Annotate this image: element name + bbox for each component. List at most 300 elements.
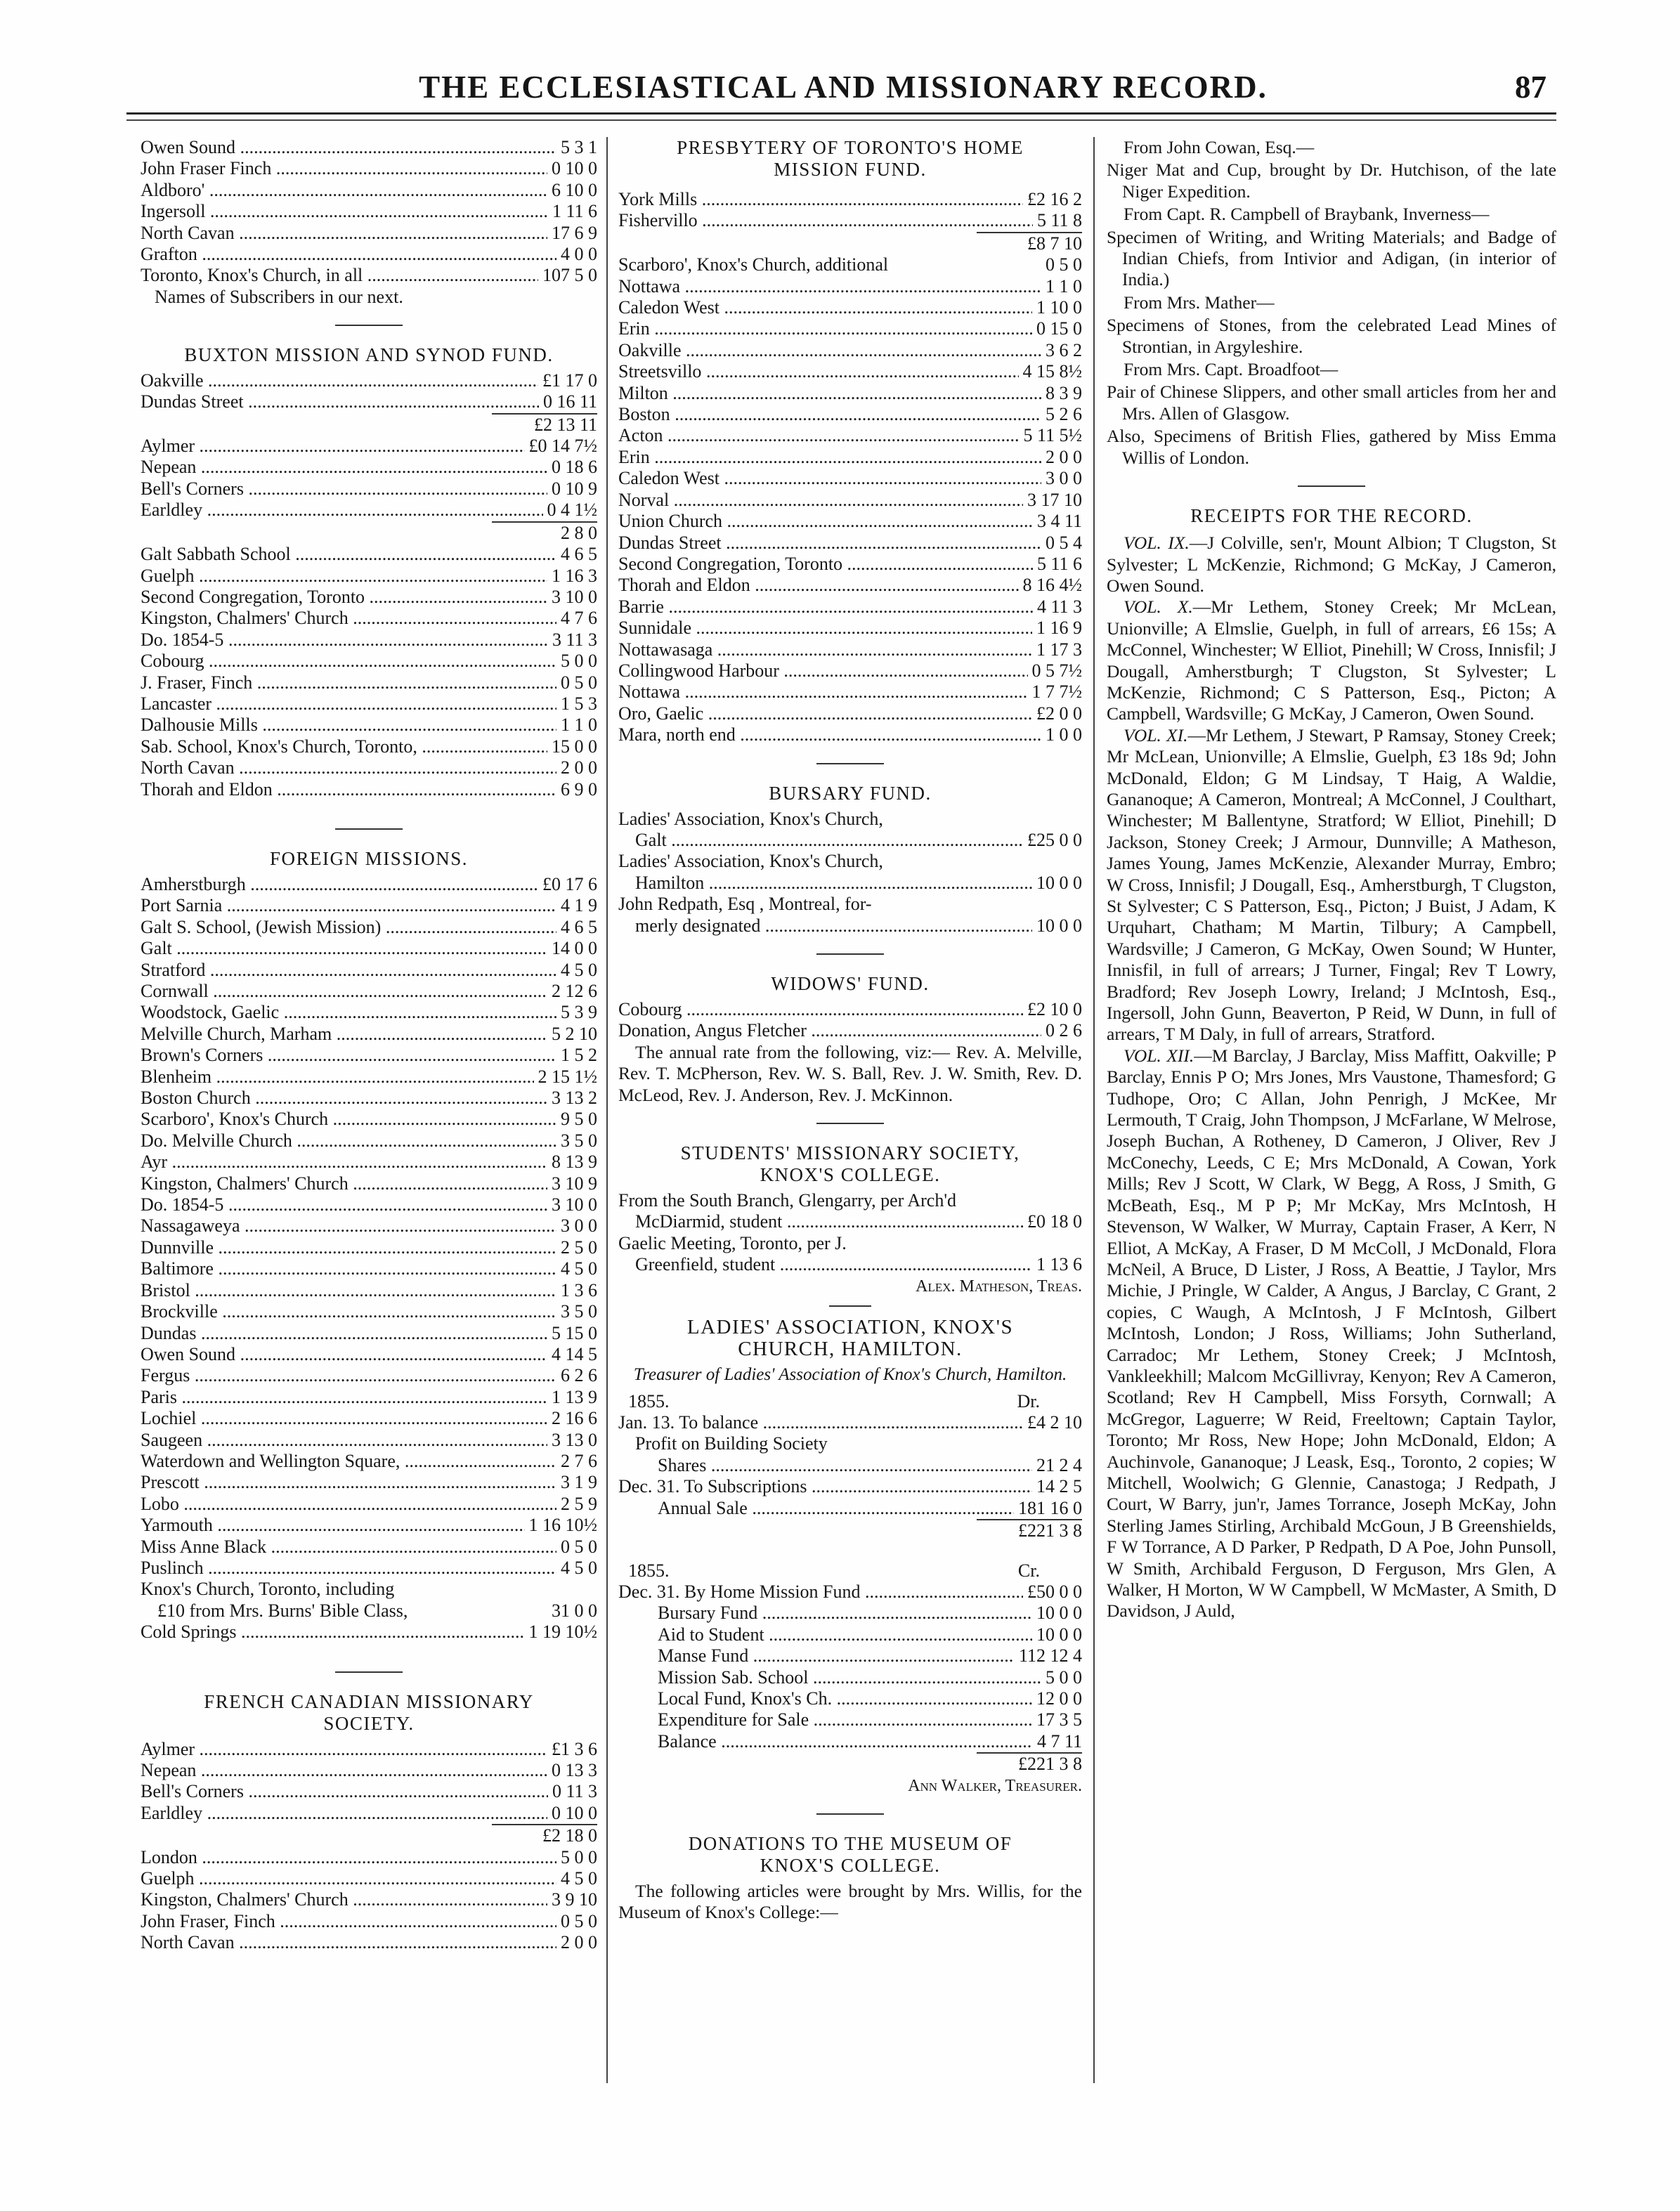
ledger-label: Blenheim ..... <box>141 1067 534 1088</box>
ledger-label: Shares ..... <box>658 1455 1032 1476</box>
ledger-row <box>141 1344 597 1365</box>
ledger-row <box>618 830 1082 851</box>
ledger-row <box>141 1323 597 1344</box>
foreign-missions-heading: FOREIGN MISSIONS. <box>269 847 469 869</box>
ledger-row <box>141 757 597 778</box>
ledger-row <box>141 415 597 436</box>
ledger-row <box>141 1515 597 1536</box>
vol-9-entry: VOL. IX.—J Colville, sen'r, Mount Albion; T Clugston, St Sylvester; L McKenzie, Richmond; G McKay, J Cameron, Owen Sound. <box>1107 533 1556 596</box>
ledger-label: Caledon West ..... <box>618 468 1041 489</box>
ledger-amount: 4 6 5 <box>561 544 597 565</box>
ledger-label: Cobourg ..... <box>141 651 556 672</box>
ledger-label: John Fraser Finch ..... <box>141 158 547 179</box>
ledger-label: Barrie ..... <box>618 596 1033 618</box>
ledger-row <box>141 1194 597 1215</box>
ledger-label: Dundas Street ..... <box>618 533 1041 554</box>
ledger-row <box>618 533 1082 554</box>
ledger-label: Aylmer ..... <box>141 436 525 457</box>
ledger-label: North Cavan ..... <box>141 1932 556 1953</box>
ledger-amount: 0 5 0 <box>561 1536 597 1557</box>
ledger-amount: 107 5 0 <box>542 265 597 286</box>
ledger-label: John Fraser, Finch ..... <box>141 1911 556 1932</box>
ledger-amount: £2 18 0 <box>542 1825 597 1846</box>
ledger-label: Scarboro', Knox's Church, additional <box>618 254 889 275</box>
section-separator <box>816 1123 884 1124</box>
ledger-amount: 10 0 0 <box>1036 872 1082 893</box>
ledger-amount: £1 3 6 <box>552 1738 597 1759</box>
buxton-list <box>141 370 597 800</box>
ledger-row <box>618 1709 1082 1730</box>
students-list <box>618 1190 1082 1276</box>
ledger-row <box>141 478 597 500</box>
cr-list <box>618 1581 1082 1752</box>
ledger-label: Dundas ..... <box>141 1323 547 1344</box>
students-heading: STUDENTS' MISSIONARY SOCIETY, KNOX'S COLLEGE. <box>680 1142 1020 1186</box>
ledger-row <box>618 1190 1082 1211</box>
ledger-label: Fergus ..... <box>141 1365 556 1386</box>
ledger-label: Donation, Angus Fletcher ..... <box>618 1020 1041 1041</box>
ledger-amount: 1 5 2 <box>561 1045 597 1066</box>
ledger-amount: 3 11 3 <box>552 629 597 650</box>
ledger-label: Lochiel ..... <box>141 1408 547 1429</box>
ledger-label: Miss Anne Black ..... <box>141 1537 556 1558</box>
ledger-amount: 0 5 4 <box>1046 532 1082 553</box>
museum-item: From John Cowan, Esq.— <box>1124 137 1315 157</box>
ledger-row <box>141 201 597 222</box>
ledger-row <box>618 361 1082 382</box>
ledger-label <box>618 233 1023 254</box>
ledger-amount: 17 6 9 <box>552 222 597 243</box>
section-separator <box>335 828 403 830</box>
ledger-amount: 4 5 0 <box>561 1868 597 1889</box>
ledger-row <box>141 917 597 938</box>
ledger-amount: 21 2 4 <box>1036 1454 1082 1475</box>
header-rule-thin <box>126 119 1556 121</box>
ledger-row <box>618 724 1082 745</box>
ledger-label: Kingston, Chalmers' Church ..... <box>141 1173 547 1194</box>
ledger-amount: 0 4 1½ <box>547 500 597 521</box>
ledger-row <box>141 938 597 959</box>
section-separator <box>335 1671 403 1673</box>
ledger-row <box>618 383 1082 404</box>
ledger-label: Bristol ..... <box>141 1280 556 1301</box>
ledger-label: Waterdown and Wellington Square, ..... <box>141 1451 556 1472</box>
ledger-row <box>141 391 597 412</box>
ledger-row <box>141 1537 597 1558</box>
ledger-amount <box>593 1579 597 1600</box>
ledger-row <box>141 1430 597 1451</box>
ledger-amount: 3 0 0 <box>1046 468 1082 489</box>
ledger-label: North Cavan ..... <box>141 757 556 778</box>
ledger-amount: 1 16 3 <box>552 565 597 586</box>
vol-10-entry: VOL. X.—Mr Lethem, Stoney Creek; Mr McLean, Unionville; A Elmslie, Guelph, in full of arrears, £6 15s; A McConnel, Winchester; W Elliot, Pinehill; W Cross, Innisfil; J Dougall, Amherstburgh; T Clugston, St Sylvester; L McKenzie, Richmond; C S Patterson, Esq., Picton; A Campbell, Wardsville; G McKay, J Cameron, Owen Sound. <box>1107 596 1556 724</box>
ledger-row <box>141 1024 597 1045</box>
ledger-row <box>618 1412 1082 1433</box>
ledger-label: Oakville ..... <box>141 370 538 391</box>
top-list <box>141 137 597 287</box>
ledger-row <box>618 639 1082 660</box>
ledger-amount: 3 13 0 <box>552 1429 597 1450</box>
ledger-amount: 5 3 9 <box>561 1002 597 1023</box>
ledger-row <box>141 1045 597 1066</box>
ledger-label: Oro, Gaelic ..... <box>618 703 1032 724</box>
ledger-amount: 1 3 6 <box>561 1279 597 1300</box>
column-divider <box>606 137 608 2083</box>
ledger-amount: 6 9 0 <box>561 778 597 800</box>
section-separator <box>816 763 884 764</box>
ledger-amount: 4 7 6 <box>561 608 597 629</box>
ledger-amount: 3 4 11 <box>1036 511 1082 532</box>
ledger-amount: 4 6 5 <box>561 916 597 937</box>
ledger-label: Brown's Corners ..... <box>141 1045 556 1066</box>
ledger-amount: 1 13 9 <box>552 1386 597 1407</box>
ledger-amount: 0 16 11 <box>542 391 597 412</box>
bursary-list <box>618 809 1082 937</box>
ledger-row <box>618 210 1082 231</box>
ledger-label: Milton ..... <box>618 383 1041 404</box>
ledger-amount: 5 11 6 <box>1036 553 1082 574</box>
ledger-label: Galt ..... <box>141 938 547 959</box>
ledger-amount: 17 3 5 <box>1036 1709 1082 1730</box>
students-signature: Alex. Matheson, Treas. <box>916 1277 1082 1296</box>
ledger-amount: 3 5 0 <box>561 1130 597 1151</box>
ledger-row <box>141 874 597 895</box>
ledger-label: Streetsvillo ..... <box>618 361 1019 382</box>
ledger-label: Woodstock, Gaelic ..... <box>141 1002 556 1023</box>
ledger-amount: 5 11 8 <box>1036 210 1082 231</box>
ledger-row <box>141 1803 597 1824</box>
ledger-label: Manse Fund ..... <box>658 1645 1015 1667</box>
ledger-label: Melville Church, Marham ..... <box>141 1024 547 1045</box>
ledger-amount: 2 8 0 <box>561 522 597 543</box>
ledger-row <box>141 370 597 391</box>
ledger-row <box>141 1109 597 1130</box>
ledger-amount: 1 16 10½ <box>528 1515 597 1536</box>
section-separator <box>816 1813 884 1815</box>
ledger-amount: 2 0 0 <box>1046 446 1082 467</box>
ledger-row <box>618 1233 1082 1254</box>
ledger-label: £10 from Mrs. Burns' Bible Class, <box>157 1600 408 1621</box>
ledger-label: Ladies' Association, Knox's Church, <box>618 808 883 829</box>
ledger-row <box>141 1088 597 1109</box>
column-divider <box>1093 137 1095 2083</box>
ledger-row <box>141 608 597 629</box>
ledger-amount: £50 0 0 <box>1027 1581 1082 1602</box>
ledger-label: J. Fraser, Finch ..... <box>141 672 556 693</box>
french-canadian-list <box>141 1739 597 1954</box>
ledger-row <box>618 660 1082 681</box>
ledger-label: Port Sarnia ..... <box>141 895 556 916</box>
ledger-row <box>141 630 597 651</box>
ledger-label: merly designated ..... <box>635 915 1032 937</box>
ledger-row <box>618 318 1082 339</box>
ledger-row <box>141 244 597 265</box>
foreign-missions-list <box>141 874 597 1643</box>
museum-item: From Mrs. Capt. Broadfoot— <box>1124 359 1339 380</box>
museum-heading: DONATIONS TO THE MUSEUM OF KNOX'S COLLEGE. <box>688 1832 1012 1876</box>
ledger-row <box>141 1889 597 1910</box>
ledger-row <box>618 1020 1082 1041</box>
ledger-row <box>618 297 1082 318</box>
ledger-label: Aid to Student ..... <box>658 1624 1032 1645</box>
ledger-row <box>618 490 1082 511</box>
widows-paragraph: The annual rate from the following, viz:— Rev. A. Melville, Rev. T. McPherson, Rev. W. S. Ball, Rev. J. W. Smith, Rev. D. McLeod, Rev. J. Anderson, Rev. J. McKinnon. <box>618 1041 1082 1105</box>
ledger-label: Stratford ..... <box>141 960 556 981</box>
ledger-row <box>141 180 597 201</box>
ledger-label: Balance ..... <box>658 1731 1033 1752</box>
ledger-row <box>141 1494 597 1515</box>
ledger-amount: 6 10 0 <box>552 179 597 200</box>
ledger-amount: 6 2 6 <box>561 1365 597 1386</box>
page-title: THE ECCLESIASTICAL AND MISSIONARY RECORD. <box>419 70 1268 105</box>
ledger-label: Grafton ..... <box>141 244 556 265</box>
ledger-label: Sab. School, Knox's Church, Toronto, ..... <box>141 736 547 757</box>
ledger-amount: 2 5 9 <box>561 1493 597 1514</box>
ledger-amount: 0 5 0 <box>561 1910 597 1931</box>
ledger-row <box>141 457 597 478</box>
ledger-amount: 0 2 6 <box>1046 1020 1082 1041</box>
ledger-label: Guelph ..... <box>141 1868 556 1889</box>
ledger-row <box>618 1624 1082 1645</box>
ledger-row <box>618 254 1082 275</box>
ledger-row <box>618 851 1082 872</box>
ledger-row <box>618 681 1082 703</box>
ledger-label: Lancaster ..... <box>141 693 556 715</box>
ledger-amount: 181 16 0 <box>1018 1497 1082 1518</box>
ladies-heading: LADIES' ASSOCIATION, KNOX'S CHURCH, HAMILTON. <box>686 1315 1014 1360</box>
ledger-amount: £1 17 0 <box>542 370 597 391</box>
ledger-label: John Redpath, Esq , Montreal, for- <box>618 894 872 915</box>
ledger-label: From the South Branch, Glengarry, per Arch'd <box>618 1190 956 1211</box>
ledger-label: York Mills ..... <box>618 189 1023 210</box>
ledger-amount: 0 5 0 <box>561 672 597 693</box>
ledger-row <box>141 1002 597 1023</box>
ledger-amount: 2 7 6 <box>561 1450 597 1471</box>
ledger-amount: 1 11 6 <box>552 201 597 222</box>
ledger-label: Greenfield, student ..... <box>635 1254 1032 1275</box>
dr-total-row <box>618 1520 1082 1541</box>
ledger-row <box>141 137 597 158</box>
column-right <box>1107 137 1556 1622</box>
ledger-label: Fishervillo ..... <box>618 210 1033 231</box>
ledger-label: Mission Sab. School ..... <box>658 1667 1041 1688</box>
ledger-label: Nottawa ..... <box>618 276 1041 297</box>
museum-intro: The following articles were brought by Mrs. Willis, for the Museum of Knox's College:— <box>618 1880 1082 1922</box>
ledger-row <box>618 809 1082 830</box>
ledger-row <box>141 672 597 693</box>
museum-item: Specimens of Stones, from the celebrated Lead Mines of Strontian, in Argyleshire. <box>1107 315 1556 357</box>
ledger-label: Galt Sabbath School ..... <box>141 544 556 565</box>
ledger-label: Galt ..... <box>635 830 1023 851</box>
ledger-row <box>618 233 1082 254</box>
ledger-row <box>141 1130 597 1152</box>
ledger-amount: 4 15 8½ <box>1022 361 1082 382</box>
ledger-label: Baltimore ..... <box>141 1258 556 1279</box>
ledger-row <box>618 596 1082 618</box>
ledger-row <box>141 1825 597 1846</box>
ledger-amount: 3 5 0 <box>561 1301 597 1322</box>
ledger-amount: 0 10 0 <box>552 1802 597 1823</box>
ledger-row <box>141 265 597 286</box>
ledger-amount: 0 5 7½ <box>1031 660 1082 681</box>
ledger-row <box>618 425 1082 446</box>
ledger-label: Scarboro', Knox's Church ..... <box>141 1109 556 1130</box>
ledger-row <box>141 960 597 981</box>
ledger-row <box>618 894 1082 915</box>
ledger-amount <box>1078 809 1082 830</box>
ledger-row <box>141 1558 597 1579</box>
ledger-row <box>141 1237 597 1258</box>
ledger-amount: 2 12 6 <box>552 981 597 1001</box>
ledger-amount: 4 5 0 <box>561 959 597 980</box>
museum-item: From Mrs. Mather— <box>1124 292 1275 313</box>
ledger-amount: 8 16 4½ <box>1022 575 1082 596</box>
ledger-amount: 12 0 0 <box>1036 1688 1082 1709</box>
museum-item: Specimen of Writing, and Writing Materials; and Badge of Indian Chiefs, from Intivior and Adigan, (in interior of India.) <box>1107 226 1556 290</box>
ledger-amount: 5 0 0 <box>561 651 597 672</box>
ledger-amount <box>1078 1190 1082 1211</box>
dr-total: £221 3 8 <box>1018 1520 1082 1541</box>
ledger-row <box>618 340 1082 361</box>
ledger-amount: 5 2 6 <box>1046 404 1082 425</box>
museum-item: From Capt. R. Campbell of Braybank, Inverness— <box>1124 204 1490 225</box>
ledger-row <box>141 1387 597 1408</box>
ledger-amount: 1 16 9 <box>1036 618 1082 639</box>
ledger-amount: £0 17 6 <box>542 873 597 894</box>
ledger-row <box>618 1731 1082 1752</box>
ledger-amount: 4 7 11 <box>1036 1730 1082 1752</box>
ledger-label: Saugeen ..... <box>141 1430 547 1451</box>
museum-item: Also, Specimens of British Flies, gathered by Miss Emma Willis of London. <box>1107 426 1556 468</box>
ledger-label: Prescott ..... <box>141 1472 556 1493</box>
ledger-amount: 0 18 6 <box>552 457 597 478</box>
ledger-row <box>141 436 597 457</box>
museum-item: Niger Mat and Cup, brought by Dr. Hutchison, of the late Niger Expedition. <box>1107 159 1556 202</box>
buxton-heading: BUXTON MISSION AND SYNOD FUND. <box>184 344 554 365</box>
ledger-row <box>141 1472 597 1493</box>
ledger-amount: 3 9 10 <box>552 1889 597 1910</box>
ledger-row <box>618 1433 1082 1454</box>
ledger-label: Mara, north end ..... <box>618 724 1041 745</box>
ledger-row <box>141 1847 597 1868</box>
ledger-label: Kingston, Chalmers' Church ..... <box>141 608 556 629</box>
ledger-label: Second Congregation, Toronto ..... <box>141 587 547 608</box>
ledger-label: Do. Melville Church ..... <box>141 1130 556 1152</box>
ledger-amount: £0 14 7½ <box>528 436 597 457</box>
ledger-amount: 14 0 0 <box>552 938 597 959</box>
ledger-label: Aylmer ..... <box>141 1739 547 1760</box>
ledger-label: London ..... <box>141 1847 556 1868</box>
ledger-amount <box>1078 1233 1082 1254</box>
ledger-row <box>141 1911 597 1932</box>
ledger-amount: 3 6 2 <box>1046 339 1082 360</box>
ledger-row <box>141 1622 597 1643</box>
ledger-label: Union Church ..... <box>618 511 1033 532</box>
ledger-amount: £25 0 0 <box>1027 829 1082 850</box>
ledger-label: Profit on Building Society <box>635 1433 828 1454</box>
ledger-row <box>618 1476 1082 1497</box>
ledger-label: Galt S. School, (Jewish Mission) ..... <box>141 917 556 938</box>
section-separator <box>816 953 884 955</box>
ledger-row <box>141 1408 597 1429</box>
ledger-amount: 3 10 0 <box>552 1194 597 1215</box>
ledger-row <box>618 1603 1082 1624</box>
ledger-label: Cold Springs ..... <box>141 1622 525 1643</box>
ledger-amount: 5 11 5½ <box>1023 425 1082 446</box>
ledger-amount: 1 13 6 <box>1036 1254 1082 1275</box>
ledger-row <box>141 981 597 1002</box>
ledger-label: Owen Sound ..... <box>141 1344 547 1365</box>
ledger-row <box>141 1739 597 1760</box>
ledger-amount: 10 0 0 <box>1036 1624 1082 1645</box>
ledger-row <box>141 1760 597 1781</box>
ledger-amount: 3 10 9 <box>552 1173 597 1194</box>
column-middle <box>618 137 1082 1923</box>
ledger-label: Yarmouth ..... <box>141 1515 525 1536</box>
ledger-row <box>618 276 1082 297</box>
ledger-label: Erin ..... <box>618 447 1041 468</box>
ledger-label: Amherstburgh ..... <box>141 874 538 895</box>
ledger-amount: £2 13 11 <box>533 414 597 435</box>
ledger-label: Sunnidale ..... <box>618 618 1032 639</box>
ledger-amount: 1 5 3 <box>561 693 597 714</box>
ledger-amount: 4 5 0 <box>561 1557 597 1578</box>
bursary-heading: BURSARY FUND. <box>769 782 932 804</box>
ledger-amount: 1 7 7½ <box>1031 681 1082 703</box>
ledger-label: Toronto, Knox's Church, in all ..... <box>141 265 538 286</box>
ledger-label: Nepean ..... <box>141 457 547 478</box>
ledger-row <box>141 1152 597 1173</box>
ledger-amount: 5 0 0 <box>561 1846 597 1867</box>
ledger-row <box>618 1498 1082 1519</box>
ledger-row <box>618 404 1082 425</box>
ledger-label: Earldley ..... <box>141 1803 547 1824</box>
cr-total: £221 3 8 <box>1018 1754 1082 1775</box>
vol-11-entry: VOL. XI.—Mr Lethem, J Stewart, P Ramsay, Stoney Creek; Mr McLean, Unionville; A Elmslie, Guelph, £3 18s 9d; John McDonald, Eldon; G M Lindsay, T Haig, A Waldie, Gananoque; A Cameron, Montreal; A McConnel, J Coulthart, Winchester; M Ballentyne, Stratford; W Elliot, Pinehill; D Jackson, Stoney Creek; J Armour, Dunnville; A Matheson, James Young, James McKenzie, Alexander Murray, Embro; W Cross, Innisfil; J Dougall, Esq., Amherstburgh, T Clugston, St Sylvester; C S Patterson, Esq., Picton; J Buist, J Adam, K Urquhart, Chatham; M Martin, Tilbury; A Campbell, Wardsville; J Cameron, G McKay, Owen Sound; W Hunter, Innisfil, in full of arrears; J Turner, Fingal; Rev T Lowry, Bradford; Rev Joseph Lowry, Ireland; J McIntosh, Esq., Ingersoll, John Gunn, Beaverton, P Reid, W Dunn, in full of arrears, T M Daly, in full of arrears, Stratford. <box>1107 724 1556 1045</box>
ledger-amount: 5 3 1 <box>561 137 597 157</box>
vol-12-entry: VOL. XII.—M Barclay, J Barclay, Miss Maffitt, Oakville; P Barclay, Ennis P O; Mrs Jones, Mrs Vaustone, Thamesford; G Tudhope, Oro; C Allan, John Penrigh, J McKee, Mr Lermouth, T Craig, John Thompson, J McFarlane, W Melrose, Joseph Buchan, A Rotheney, D Cameron, J Oliver, Rev J McConechy, Leeds, C E; Mrs McDonald, A Cowan, York Mills; Rev J Scott, W Clark, W Begg, A Ross, J Smith, G McBeath, Esq., M P P; Mr McKay, Mrs McIntosh, H Stevenson, W Walker, W Murray, Captain Fraser, A Kerr, N Elliot, A McKay, A Fraser, D M McColl, J McDonald, Flora McNeil, A Bruce, D Lister, J Ross, A Beattie, J Taylor, Mrs Michie, J Pringle, W Calder, A Angus, J Barclay, C Grant, 2 copies, C Waugh, A McIntosh, J F McIntosh, Gilbert McIntosh, London; J Ross, Williams; John Sutherland, Carradoc; Mr Lethem, Stoney Creek; J McIntosh, Vankleekhill; Malcom McGillivray, Kenyon; Rev A Cameron, Scotland; Rev H Campbell, Miss Forsyth, Cornwall; A McGregor, Laguerre; W Reid, Freeltown; Captain Taylor, Toronto; Mr Ross, New Hope; John McDonald, Eldon; A Auchinvole, Gananoque; J Leask, Esq., Toronto, 2 copies; W Mitchell, Woolwich; G Glennie, Canastoga; J Redpath, J Court, W Barry, jun'r, James Torrance, Joseph McKay, John Sterling James Stirling, Archibald McGoun, J B Greenshields, F W Torrance, A D Parker, P Redpath, D A Poe, John Punsoll, W Smith, Archibald Ferguson, D Ferguson, Mrs Glen, A Walker, H Morton, W W Campbell, W McMaster, A Smith, D Davidson, J Auld, <box>1107 1045 1556 1622</box>
ledger-row <box>141 1932 597 1953</box>
ledger-label: Boston ..... <box>618 404 1041 425</box>
ledger-label: Annual Sale ..... <box>658 1498 1014 1519</box>
ledger-amount: 0 11 3 <box>552 1781 597 1802</box>
ledger-amount: £2 16 2 <box>1027 189 1082 209</box>
ledger-label: Puslinch ..... <box>141 1558 556 1579</box>
ledger-amount: 0 10 0 <box>552 158 597 179</box>
ledger-amount: 1 0 0 <box>1046 724 1082 745</box>
ledger-amount: 0 15 0 <box>1036 318 1082 339</box>
ledger-amount: 4 14 5 <box>552 1343 597 1364</box>
ledger-row <box>141 1365 597 1386</box>
ledger-row <box>141 1067 597 1088</box>
ledger-amount: £2 0 0 <box>1036 703 1082 724</box>
widows-heading: WIDOWS' FUND. <box>771 973 930 994</box>
ledger-row <box>141 1600 597 1622</box>
ledger-row <box>618 511 1082 532</box>
ledger-amount: 2 0 0 <box>561 757 597 778</box>
ledger-amount <box>1078 1433 1082 1454</box>
ledger-amount: 1 1 0 <box>561 715 597 736</box>
ledger-amount: 3 13 2 <box>552 1088 597 1109</box>
header-rule <box>126 112 1556 115</box>
section-separator <box>1298 485 1365 487</box>
ledger-label: Dalhousie Mills ..... <box>141 715 556 736</box>
ledger-amount: 112 12 4 <box>1018 1645 1082 1667</box>
ledger-row <box>141 544 597 565</box>
ledger-row <box>618 873 1082 894</box>
ladies-subheading: Treasurer of Ladies' Association of Knox's Church, Hamilton. <box>633 1364 1067 1384</box>
column-left <box>141 137 597 1954</box>
